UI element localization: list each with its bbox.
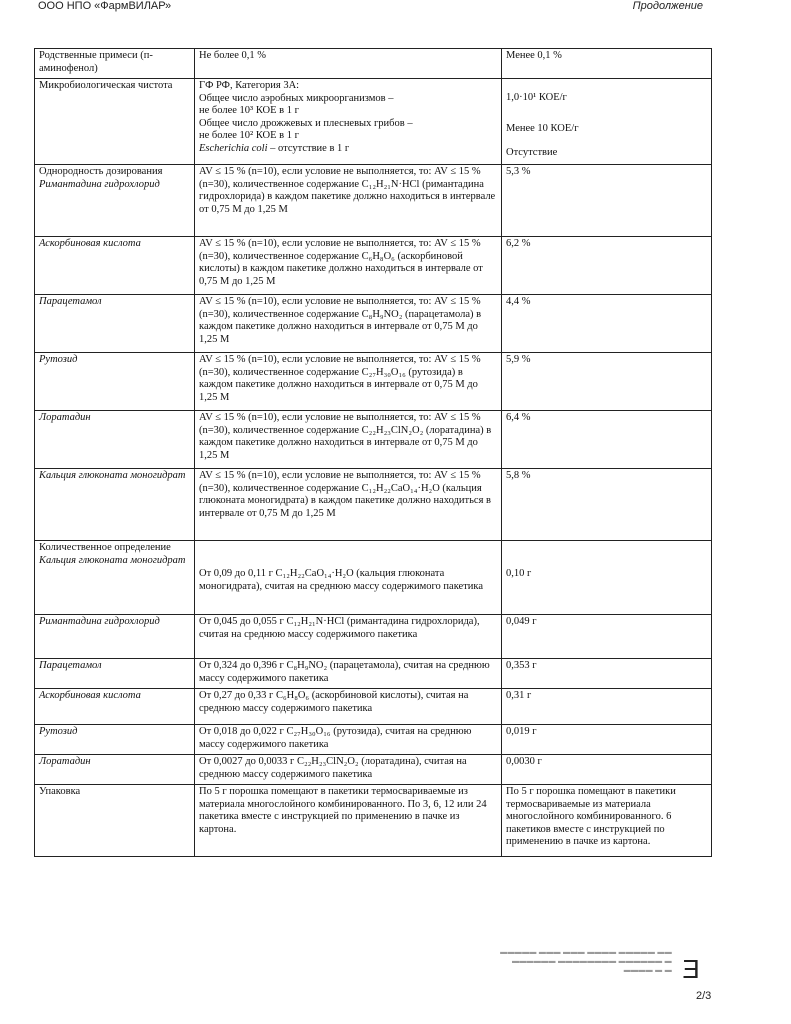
uniformity-asc-name: Аскорбиновая кислота (35, 237, 195, 295)
uniformity-lor-norm: AV ≤ 15 % (n=10), если условие не выполняется, то: AV ≤ 15 % (n=30), количественное содержание C₂₂H₂₃ClN₂O₂ (лоратадина) в каждом пакетике должно находиться в интервале от 0,75 М до 1,25 М (195, 411, 502, 469)
uniformity-lor-name: Лоратадин (35, 411, 195, 469)
micro-line-3: не более 10³ КОЕ в 1 г (199, 105, 299, 116)
table-row-assay-par (35, 659, 712, 689)
table-row-uniformity-par (35, 295, 712, 353)
table-row-uniformity-asc (35, 237, 712, 295)
assay-asc-norm: От 0,27 до 0,33 г C₆H₈O₆ (аскорбиновой кислоты), считая на среднюю массу содержимого пакетика (195, 689, 502, 725)
table-row-impurity (35, 49, 712, 79)
table-row-assay-cal (35, 541, 712, 615)
packaging-name: Упаковка (35, 785, 195, 857)
assay-cal-name (35, 541, 195, 615)
faded-stamp: ▬▬▬▬▬ ▬▬▬ ▬▬▬ ▬▬▬▬ ▬▬▬▬▬ ▬▬ ▬▬▬▬▬▬ ▬▬▬▬▬▬▬▬ ▬▬▬▬▬▬ ▬ ▬▬▬▬ ▬ ▬ (500, 949, 672, 974)
impurity-result: Менее 0,1 % (502, 49, 712, 79)
logo-icon: Ǝ (682, 954, 700, 984)
continuation-label: Продолжение (632, 0, 703, 12)
assay-rut-name: Рутозид (35, 725, 195, 755)
assay-rut-norm: От 0,018 до 0,022 г C₂₇H₃₀O₁₆ (рутозида), считая на среднюю массу содержимого пакетика (195, 725, 502, 755)
uniformity-asc-norm: AV ≤ 15 % (n=10), если условие не выполняется, то: AV ≤ 15 % (n=30), количественное содержание C₆H₈O₆ (аскорбиновой кислоты) в каждом пакетике должно находиться в интервале от 0,75 М до 1,25 М (195, 237, 502, 295)
micro-result-3: Отсутствие (506, 147, 558, 158)
micro-line-6 (199, 143, 497, 156)
packaging-norm: По 5 г порошка помещают в пакетики термосвариваемые из материала многослойного комбинированного. По 3, 6, 12 или 24 пакетика вместе с инструкцией по применению в пачке из картона. (195, 785, 502, 857)
uniformity-cal-name: Кальция глюконата моногидрат (35, 469, 195, 541)
impurity-name: Родственные примеси (п-аминофенол) (35, 49, 195, 79)
uniformity-rut-norm: AV ≤ 15 % (n=10), если условие не выполняется, то: AV ≤ 15 % (n=30), количественное содержание C₂₇H₃₀O₁₆ (рутозида) в каждом пакетике должно находиться в интервале от 0,75 М до 1,25 М (195, 353, 502, 411)
assay-par-norm: От 0,324 до 0,396 г C₈H₉NO₂ (парацетамола), считая на среднюю массу содержимого пакетика (195, 659, 502, 689)
assay-rim-name: Римантадина гидрохлорид (35, 615, 195, 659)
ecoli-label: Escherichia coli (199, 142, 268, 154)
assay-par-name: Парацетамол (35, 659, 195, 689)
micro-line-5: не более 10² КОЕ в 1 г (199, 130, 299, 141)
micro-result-1: 1,0·10¹ КОЕ/г (506, 92, 567, 103)
uniformity-par-norm: AV ≤ 15 % (n=10), если условие не выполняется, то: AV ≤ 15 % (n=30), количественное содержание C₈H₉NO₂ (парацетамола) в каждом пакетике должно находиться в интервале от 0,75 М до 1,25 М (195, 295, 502, 353)
assay-lor-value: 0,0030 г (502, 755, 712, 785)
company-name: ООО НПО «ФармВИЛАР» (38, 0, 172, 12)
ecoli-norm: – отсутствие в 1 г (267, 142, 350, 154)
assay-title: Количественное определение (39, 542, 171, 553)
assay-rut-value: 0,019 г (502, 725, 712, 755)
table-row-assay-rim (35, 615, 712, 659)
table-row-uniformity-rut (35, 353, 712, 411)
uniformity-par-value: 4,4 % (502, 295, 712, 353)
micro-result-2: Менее 10 КОЕ/г (506, 122, 579, 134)
uniformity-title: Однородность дозирования (39, 166, 163, 177)
micro-line-4: Общее число дрожжевых и плесневых грибов – (199, 117, 413, 129)
assay-asc-value: 0,31 г (502, 689, 712, 725)
uniformity-cal-norm: AV ≤ 15 % (n=10), если условие не выполняется, то: AV ≤ 15 % (n=30), количественное содержание C₁₂H₂₂CaO₁₄·H₂O (кальция глюконата моногидрата) в каждом пакетике должно находиться в интервале от 0,75 М до 1,25 М (195, 469, 502, 541)
packaging-result: По 5 г порошка помещают в пакетики термосвариваемые из материала многослойного комбинированного. 6 пакетиков вместе с инструкцией по применению в пачке из картона. (502, 785, 712, 857)
table-row-uniformity-rim (35, 165, 712, 237)
table-row-micro (35, 79, 712, 165)
uniformity-cal-value: 5,8 % (502, 469, 712, 541)
micro-line-2: Общее число аэробных микроорганизмов – (199, 92, 394, 104)
assay-par-value: 0,353 г (502, 659, 712, 689)
uniformity-rim-norm: AV ≤ 15 % (n=10), если условие не выполняется, то: AV ≤ 15 % (n=30), количественное содержание C₁₂H₂₁N·HCl (римантадина гидрохлорида) в каждом пакетике должно находиться в интервале от 0,75 М до 1,25 М (195, 165, 502, 237)
specification-table (34, 48, 712, 857)
table-row-packaging (35, 785, 712, 857)
table-row-assay-asc (35, 689, 712, 725)
uniformity-lor-value: 6,4 % (502, 411, 712, 469)
micro-norm (195, 79, 502, 165)
assay-lor-norm: От 0,0027 до 0,0033 г C₂₂H₂₃ClN₂O₂ (лоратадина), считая на среднюю массу содержимого пакетика (195, 755, 502, 785)
table-row-assay-lor (35, 755, 712, 785)
page-number: 2/3 (696, 990, 712, 1002)
assay-rim-value: 0,049 г (502, 615, 712, 659)
uniformity-asc-value: 6,2 % (502, 237, 712, 295)
assay-cal-label: Кальция глюконата моногидрат (39, 554, 186, 566)
uniformity-rut-value: 5,9 % (502, 353, 712, 411)
uniformity-rim-label: Римантадина гидрохлорид (39, 178, 160, 190)
impurity-norm: Не более 0,1 % (195, 49, 502, 79)
micro-name: Микробиологическая чистота (35, 79, 195, 165)
assay-rim-norm: От 0,045 до 0,055 г C₁₂H₂₁N·HCl (римантадина гидрохлорида), считая на среднюю массу содержимого пакетика (195, 615, 502, 659)
table-row-assay-rut (35, 725, 712, 755)
micro-result (502, 79, 712, 165)
assay-cal-value (502, 541, 712, 615)
uniformity-rut-name: Рутозид (35, 353, 195, 411)
micro-line-1: ГФ РФ, Категория 3А: (199, 80, 300, 91)
assay-cal-norm (195, 541, 502, 615)
assay-cal-number: 0,10 г (506, 568, 532, 579)
table-row-uniformity-lor (35, 411, 712, 469)
assay-lor-name: Лоратадин (35, 755, 195, 785)
uniformity-par-name: Парацетамол (35, 295, 195, 353)
assay-asc-name: Аскорбиновая кислота (35, 689, 195, 725)
assay-cal-text: От 0,09 до 0,11 г C₁₂H₂₂CaO₁₄·H₂O (кальция глюконата моногидрата), считая на среднюю массу содержимого пакетика (199, 568, 484, 592)
uniformity-rim-name (35, 165, 195, 237)
table-row-uniformity-cal (35, 469, 712, 541)
uniformity-rim-value: 5,3 % (502, 165, 712, 237)
